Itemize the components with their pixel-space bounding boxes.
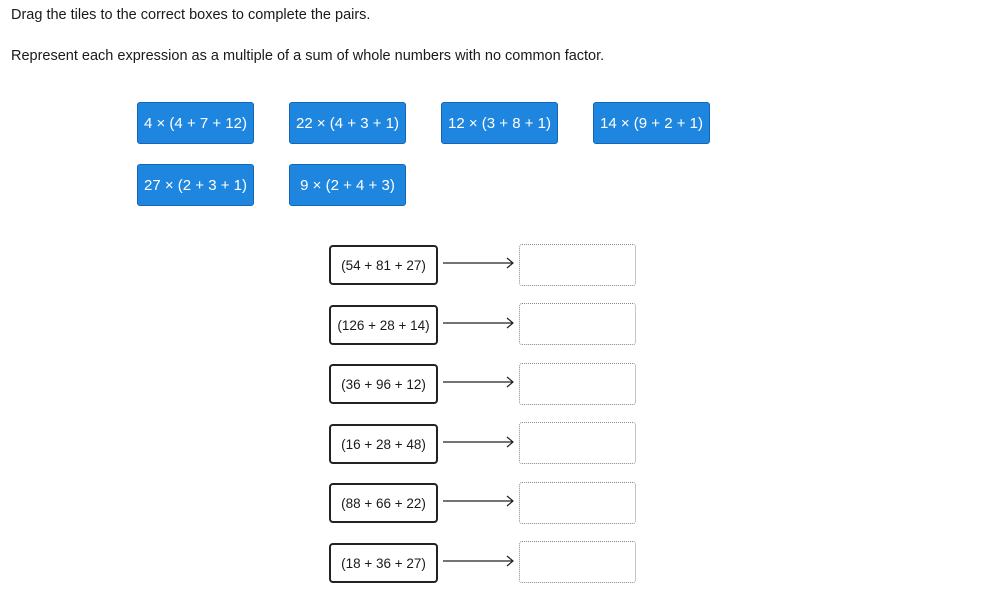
drop-target[interactable] bbox=[519, 482, 636, 524]
drag-tile[interactable]: 14 × (9 + 2 + 1) bbox=[593, 102, 710, 144]
expression-box: (54 + 81 + 27) bbox=[329, 245, 438, 285]
expression-box: (88 + 66 + 22) bbox=[329, 483, 438, 523]
drag-tile[interactable]: 12 × (3 + 8 + 1) bbox=[441, 102, 558, 144]
drag-tile[interactable]: 4 × (4 + 7 + 12) bbox=[137, 102, 254, 144]
drop-target[interactable] bbox=[519, 244, 636, 286]
arrow-right-icon bbox=[443, 376, 515, 388]
arrow-right-icon bbox=[443, 436, 515, 448]
drop-target[interactable] bbox=[519, 363, 636, 405]
arrow-right-icon bbox=[443, 317, 515, 329]
drag-tile[interactable]: 27 × (2 + 3 + 1) bbox=[137, 164, 254, 206]
arrow-right-icon bbox=[443, 257, 515, 269]
drop-target[interactable] bbox=[519, 303, 636, 345]
expression-box: (126 + 28 + 14) bbox=[329, 305, 438, 345]
drag-tile[interactable]: 22 × (4 + 3 + 1) bbox=[289, 102, 406, 144]
arrow-right-icon bbox=[443, 555, 515, 567]
expression-box: (36 + 96 + 12) bbox=[329, 364, 438, 404]
expression-box: (18 + 36 + 27) bbox=[329, 543, 438, 583]
drop-target[interactable] bbox=[519, 422, 636, 464]
drag-tile[interactable]: 9 × (2 + 4 + 3) bbox=[289, 164, 406, 206]
arrow-right-icon bbox=[443, 495, 515, 507]
drop-target[interactable] bbox=[519, 541, 636, 583]
instruction-represent: Represent each expression as a multiple of a sum of whole numbers with no common factor. bbox=[11, 48, 605, 64]
instruction-drag: Drag the tiles to the correct boxes to complete the pairs. bbox=[11, 7, 371, 23]
expression-box: (16 + 28 + 48) bbox=[329, 424, 438, 464]
